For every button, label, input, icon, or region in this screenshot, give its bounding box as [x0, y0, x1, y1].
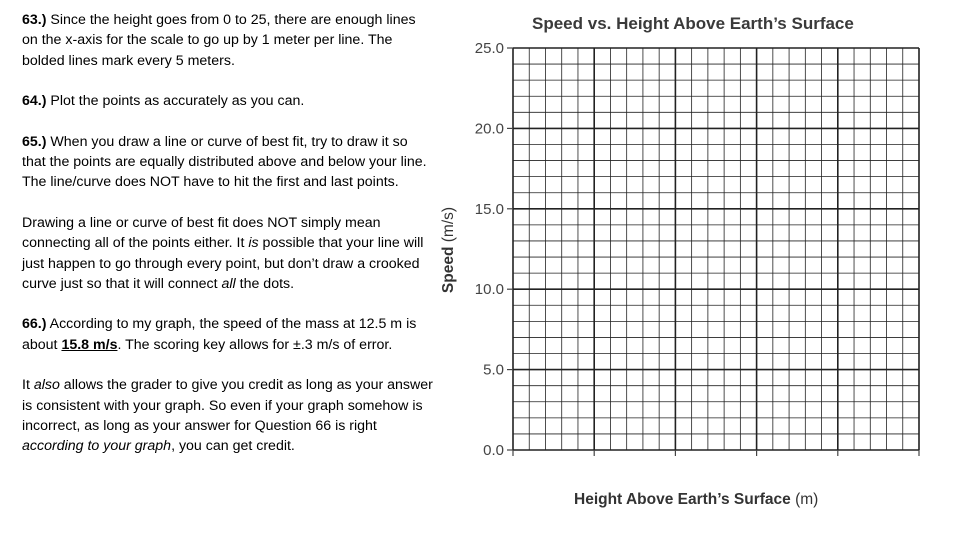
- note-emphasis: is: [248, 235, 259, 252]
- y-tick-label: 25.0: [474, 40, 504, 57]
- answer-value: 15.8 m/s: [61, 336, 118, 353]
- note-text: It: [22, 377, 34, 394]
- y-tick-label: 20.0: [474, 120, 504, 138]
- note-text: the dots.: [235, 275, 295, 292]
- y-tick-label: 5.0: [483, 361, 504, 379]
- note-emphasis: also: [33, 377, 60, 394]
- note-text: Since the height goes from 0 to 25, there are enough lines on the x-axis for the scale to go up by 1 meter per line. The bolded lines mark every 5 meters.: [22, 12, 416, 69]
- note-text: When you draw a line or curve of best fit, try to draw it so that the points are equally distributed above and below your line. The line/curve does NOT have to hit the first and last points.: [22, 133, 427, 191]
- y-tick-label: 10.0: [474, 281, 504, 299]
- question-number: 63.): [22, 12, 47, 28]
- x-axis-label-text: Height Above Earth’s Surface: [574, 491, 791, 508]
- note-text: Plot the points as accurately as you can.: [46, 93, 305, 110]
- graph-title: Speed vs. Height Above Earth’s Surface: [532, 14, 854, 33]
- y-axis-label-text: Speed: [440, 246, 457, 294]
- question-number: 64.): [22, 93, 47, 110]
- x-axis-unit: (m): [790, 491, 819, 508]
- note-text: Drawing a line or curve of best fit does NOT simply mean connecting all of the points either. It: [22, 214, 381, 252]
- question-number: 65.): [22, 133, 47, 150]
- question-number: 66.): [22, 316, 47, 333]
- note-text: possible that your line will just happen to go through every point, but don’t draw a crooked curve just so that it will connect: [22, 235, 424, 292]
- note-text: , you can get credit.: [171, 438, 295, 455]
- note-emphasis: all: [221, 275, 236, 292]
- note-text: allows the grader to give you credit as long as your answer is consistent with your graph. So even if your graph somehow is incorrect, as long as your answer for Question 66 is right: [22, 377, 433, 434]
- note-text: According to my graph, the speed of the mass at 12.5 m is about: [22, 316, 417, 353]
- y-tick-label: 15.0: [474, 200, 504, 218]
- note-text: . The scoring key allows for ±.3 m/s of error.: [117, 336, 393, 353]
- y-tick-label: 0.0: [483, 442, 504, 459]
- note-emphasis: according to your graph: [22, 438, 172, 455]
- y-axis-unit: (m/s): [440, 206, 457, 247]
